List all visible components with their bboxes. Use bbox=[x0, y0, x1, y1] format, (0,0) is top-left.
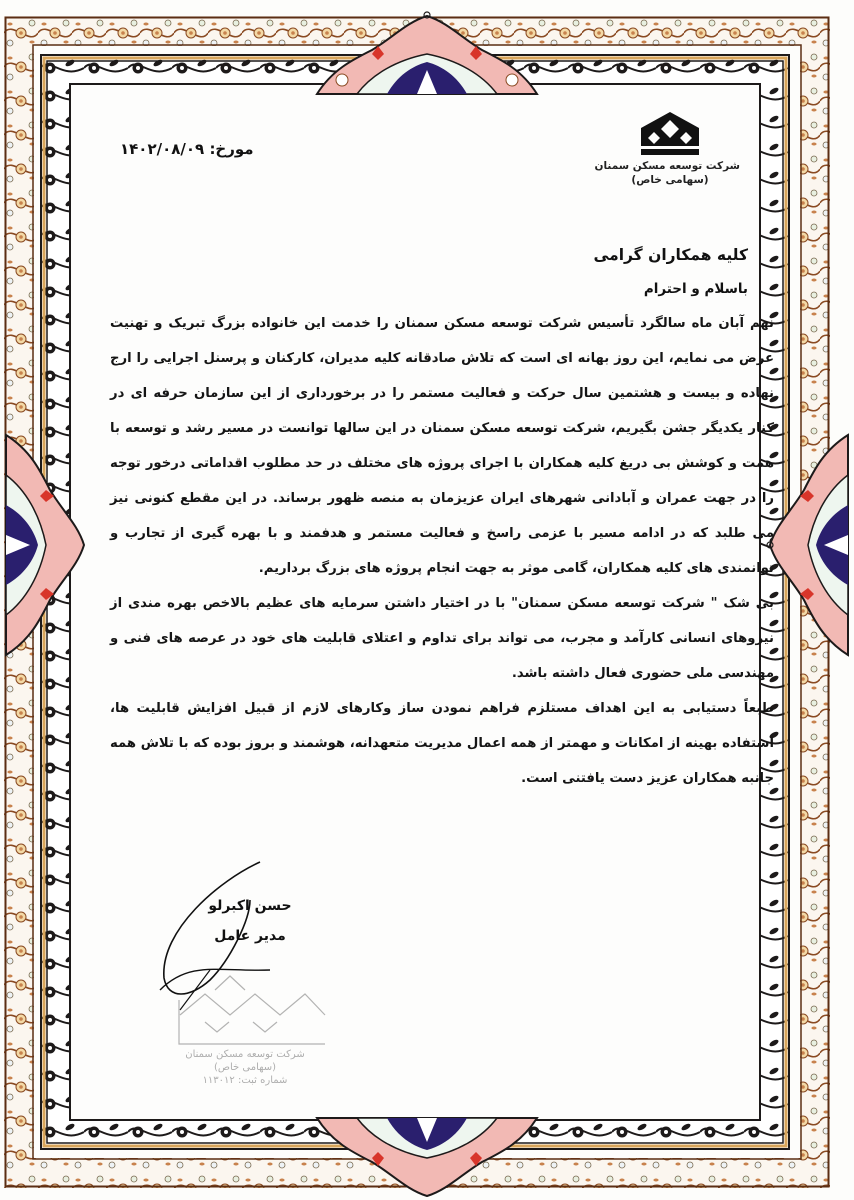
signature-block bbox=[190, 898, 310, 944]
date-line bbox=[120, 140, 254, 158]
stamp-text bbox=[170, 1048, 320, 1087]
letterhead bbox=[594, 110, 740, 186]
date-value: ۱۴۰۲/۰۸/۰۹ bbox=[120, 140, 205, 158]
stamp-line: (سهامی خاص) bbox=[213, 1062, 277, 1073]
greeting: باسلام و احترام bbox=[643, 281, 748, 297]
paragraph: طبعاً دستیابی به این اهداف مستلزم فراهم نمودن ساز وکارهای لازم از قبیل افزایش قابلیت ها، استفاده بهینه از امکانات و مهمتر از همه اعمال مدیریت متعهدانه، هوشمند و بروز بوده که با تلاش همه جانبه همکاران عزیز دست یافتنی است. bbox=[110, 701, 774, 786]
signer-name: حسن اکبرلو bbox=[208, 898, 292, 914]
company-type: (سهامی خاص) bbox=[631, 174, 709, 186]
left-medallion bbox=[4, 430, 94, 660]
bottom-medallion bbox=[312, 1116, 542, 1200]
paragraph: نهم آبان ماه سالگرد تأسیس شرکت توسعه مسکن سمنان را خدمت این خانواده بزرگ تبریک و تهنیت عرض می نمایم، این روز بهانه ای است که تلاش صادقانه کلیه مدیران، کارکنان و پرسنل اجرایی را ارج نهاده و بیست و هشتمین سال حرکت و فعالیت مستمر را در برخورداری از این سازمان حرفه ای در کنار یکدیگر جشن بگیریم، شرکت توسعه مسکن سمنان در این سالها توانست در مسیر رشد و توسعه با همت و کوشش بی دریغ کلیه همکاران با اجرای پروژه های مختلف در حد مطلوب اقداماتی درخور توجه را در جهت عمران و آبادانی شهرهای ایران عزیزمان به منصه ظهور برساند. در این مقطع کنونی نیز می طلبد که در ادامه مسیر با عزمی راسخ و فعالیت مستمر و هدفمند و با بهره گیری از تجارب و توانمندی های کلیه همکاران، گامی موثر به جهت انجام پروژه های بزرگ برداریم. bbox=[110, 316, 774, 576]
top-medallion bbox=[312, 10, 542, 96]
stamp-line: شماره ثبت: ۱۱۳۰۱۲ bbox=[202, 1075, 288, 1086]
stamp-line: شرکت توسعه مسکن سمنان bbox=[185, 1049, 305, 1060]
signer-title: مدیر عامل bbox=[214, 928, 286, 944]
paragraph: بی شک " شرکت توسعه مسکن سمنان" با در اختیار داشتن سرمایه های عظیم بالاخص بهره مندی از نیروهای انسانی کارآمد و مجرب، می تواند برای تداوم و اعتلای قابلیت های خود در عرصه های فنی و مهندسی ملی حضوری فعال داشته باشد. bbox=[110, 596, 774, 681]
letter-body bbox=[110, 306, 774, 796]
date-label: مورخ: bbox=[209, 140, 254, 158]
salutation: کلیه همکاران گرامی bbox=[593, 246, 748, 264]
company-logo-icon bbox=[637, 110, 703, 156]
company-name: شرکت توسعه مسکن سمنان bbox=[594, 160, 740, 172]
company-stamp-icon bbox=[165, 960, 335, 1050]
